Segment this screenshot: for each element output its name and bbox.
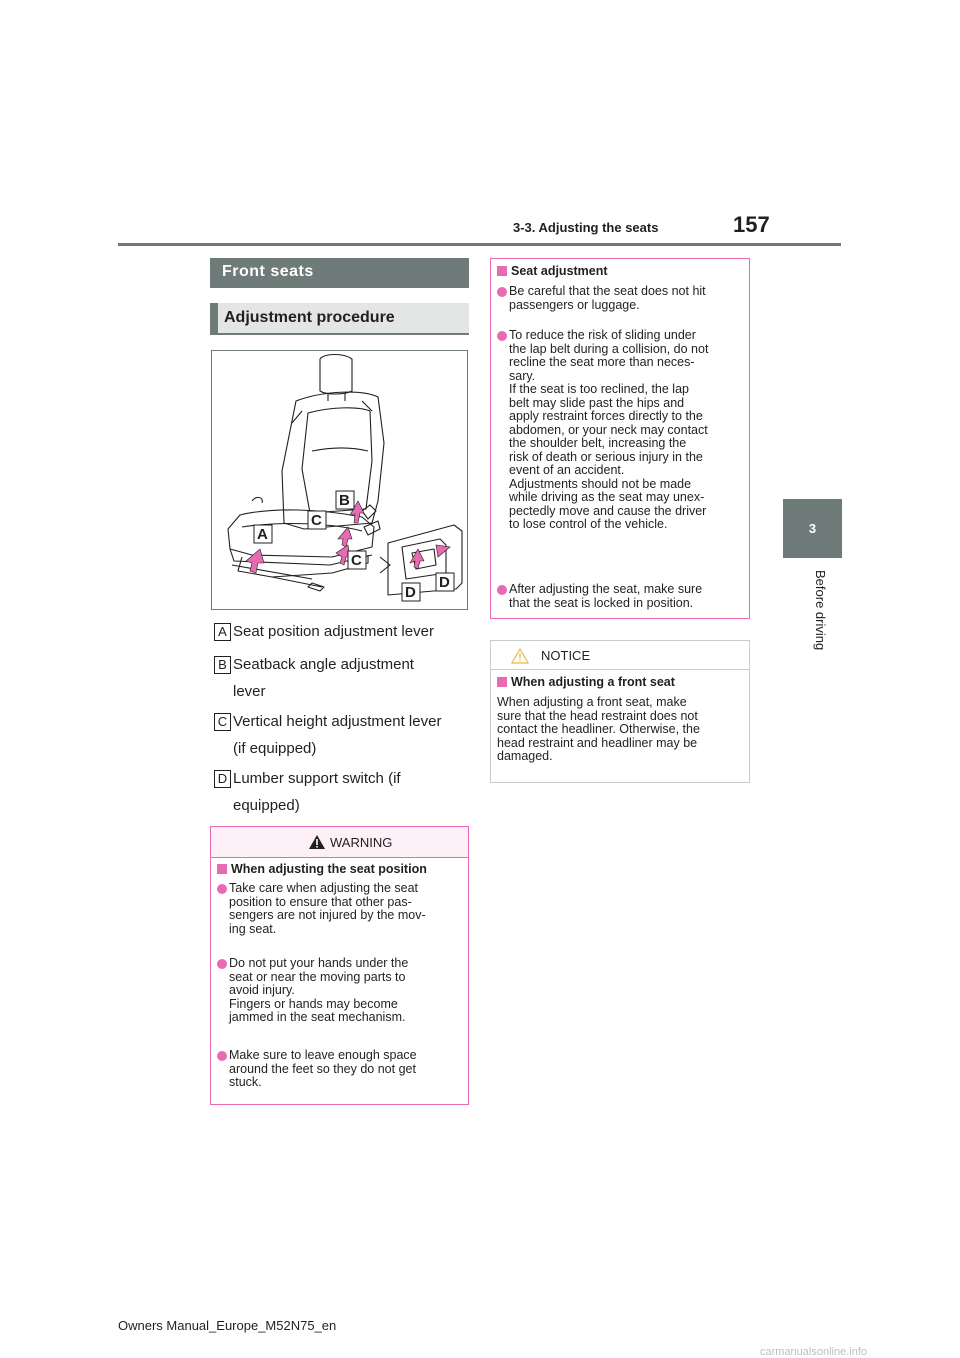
caution-icon [511, 648, 529, 664]
notice-header [491, 641, 749, 670]
chapter-label: Before driving [813, 570, 828, 651]
seat-cushion [228, 510, 374, 557]
legend-badge-b: B [214, 656, 231, 674]
header-rule [118, 243, 841, 246]
seatback [282, 392, 384, 529]
notice-box [490, 640, 750, 783]
warning-item-3: Make sure to leave enough space around the feet so they do not get stuck. [229, 1048, 417, 1089]
seat-adjustment-item-2: To reduce the risk of sliding under the lap belt during a collision, do not recline the seat more than neces- sary. If the seat is too reclined, the lap belt may slide past the hips and apply restraint forces directly to the abdomen, or your neck may contact the shoulder belt, increasing the risk of death or serious injury in the event of an accident. Adjustments should not be made while driving as the seat may unex- pectedly move and cause the driver to lose control of the vehicle. [509, 328, 709, 531]
square-bullet-icon [217, 864, 227, 874]
headrest [320, 355, 352, 395]
section-title: 3-3. Adjusting the seats [513, 220, 659, 235]
arrow-c-up [338, 527, 352, 547]
seat-drawing [212, 351, 467, 609]
adjustment-procedure-heading [210, 303, 469, 335]
callout-a: A [257, 526, 268, 543]
warning-icon [308, 834, 326, 850]
bullet-icon [217, 1051, 227, 1061]
seat-adjustment-subheading: Seat adjustment [497, 264, 608, 278]
callout-d-left: D [405, 584, 416, 601]
warning-item-2: Do not put your hands under the seat or near the moving parts to avoid injury. Fingers or hands may become jammed in the seat mechanism. [229, 956, 409, 1024]
warning-box [210, 826, 469, 1105]
legend-badge-d: D [214, 770, 231, 788]
bullet-icon [217, 959, 227, 969]
bullet-icon [497, 331, 507, 341]
notice-title: NOTICE [541, 648, 591, 663]
adjustment-procedure-heading-text: Adjustment procedure [224, 309, 395, 326]
legend-badge-a: A [214, 623, 231, 641]
callout-b: B [339, 492, 350, 509]
seat-adjustment-item-3: After adjusting the seat, make sure that the seat is locked in position. [509, 582, 703, 610]
legend-badge-c: C [214, 713, 231, 731]
seat-adjustment-box [490, 258, 750, 619]
page-number: 157 [733, 212, 770, 237]
legend-text-b-2: lever [233, 683, 266, 700]
callout-d-right: D [439, 574, 450, 591]
warning-title: WARNING [330, 835, 393, 850]
legend-text-d-2: equipped) [233, 797, 300, 814]
seat-illustration [211, 350, 468, 610]
square-bullet-icon [497, 266, 507, 276]
legend-text-c-2: (if equipped) [233, 740, 317, 757]
chapter-number: 3 [808, 521, 817, 536]
bullet-icon [497, 585, 507, 595]
front-seats-heading-text: Front seats [222, 263, 314, 280]
footer: Owners Manual_Europe_M52N75_en [118, 1318, 337, 1333]
callout-c-upper: C [311, 512, 322, 529]
warning-subheading: When adjusting the seat position [217, 862, 427, 876]
warning-item-1: Take care when adjusting the seat position to ensure that other pas- sengers are not injured by the mov- ing seat. [229, 881, 426, 936]
legend-text-d-1: Lumber support switch (if [233, 770, 401, 787]
arrow-a [246, 549, 264, 573]
seat-adjustment-item-1: Be careful that the seat does not hit passengers or luggage. [509, 284, 706, 312]
bullet-icon [217, 884, 227, 894]
legend-text-b-1: Seatback angle adjustment [233, 656, 414, 673]
bullet-icon [497, 287, 507, 297]
front-seats-heading [210, 258, 469, 288]
watermark: carmanualsonline.info [760, 1346, 868, 1358]
legend-text-c-1: Vertical height adjustment lever [233, 713, 442, 730]
notice-subheading: When adjusting a front seat [497, 675, 675, 689]
callout-c-lower: C [351, 552, 362, 569]
square-bullet-icon [497, 677, 507, 687]
notice-body: When adjusting a front seat, make sure that the head restraint does not contact the headliner. Otherwise, the head restraint and headliner may be damaged. [497, 695, 700, 763]
legend-text-a: Seat position adjustment lever [233, 623, 434, 640]
